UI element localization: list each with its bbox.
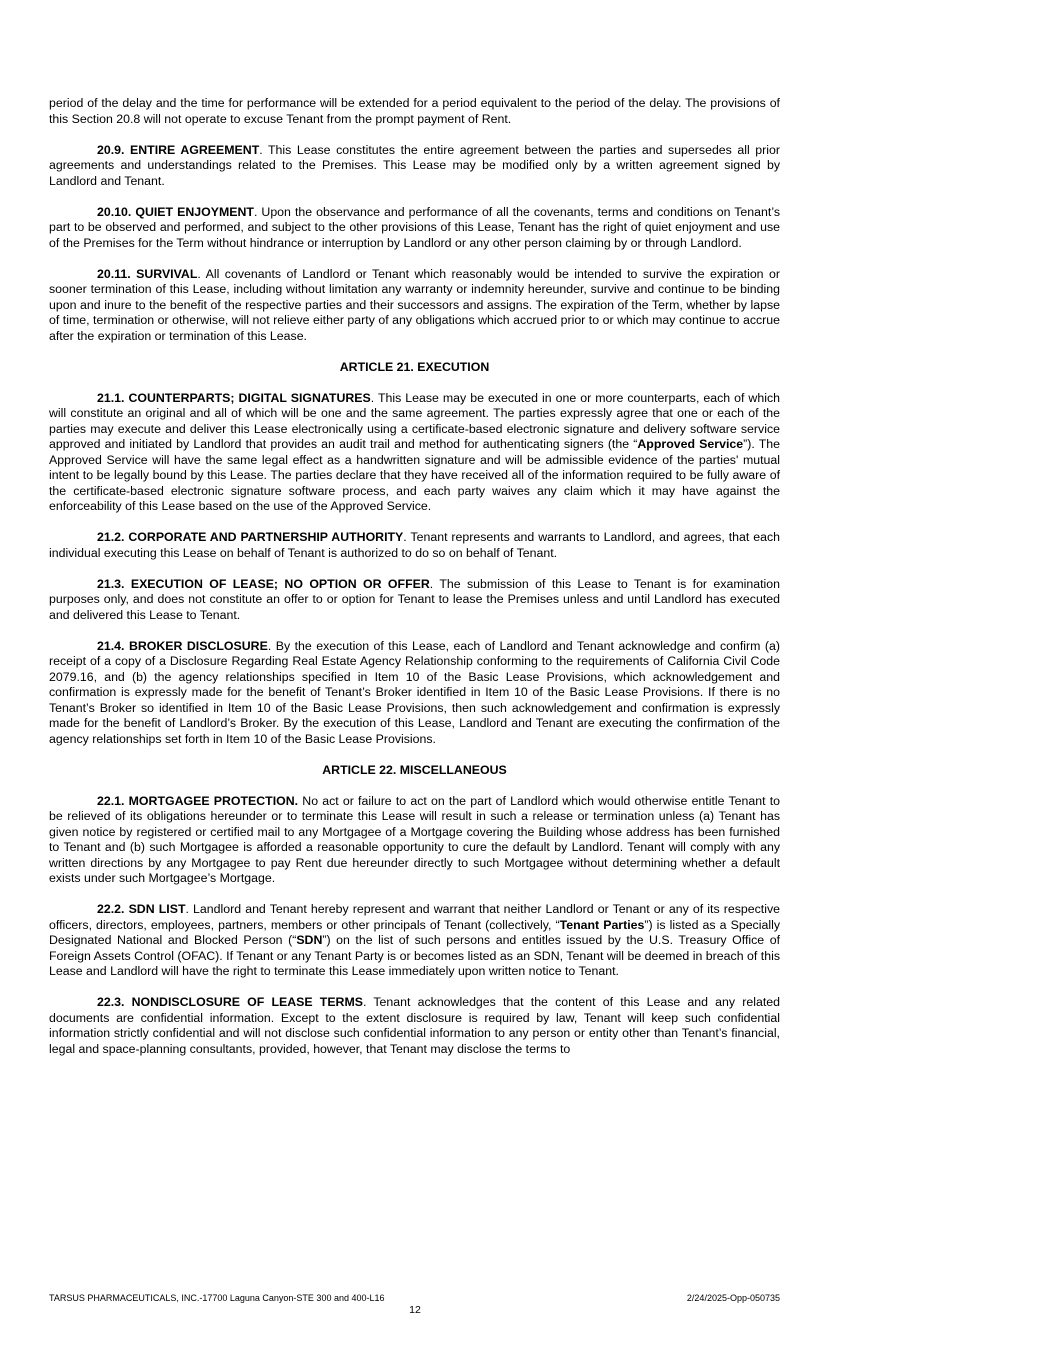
intro-paragraph: period of the delay and the time for performance will be extended for a period equivalent to the period of the delay. The provisions of this Section 20.8 will not operate to excuse Tenant from the prompt payment of Rent. — [49, 96, 780, 126]
section-body: ”). The Approved Service will have the same legal effect as a handwritten signature and will be admissible evidence of the parties' mutual intent to be legally bound by this Lease. The parties declare that they have received all of the information required to be fully aware of the certificate-based electronic signature software process, and each party waives any claim which it may have against the enforceability of this Lease based on the use of the Approved Service. — [49, 437, 780, 513]
section-heading: 22.2. SDN LIST — [97, 902, 186, 916]
footer-document-id: TARSUS PHARMACEUTICALS, INC.-17700 Laguna Canyon-STE 300 and 400-L16 — [49, 1293, 385, 1303]
section-body: . Tenant acknowledges that the content of this Lease and any related documents are confidential information. Except to the extent disclosure is required by law, Tenant will keep such confidential information strictly confidential and will not disclose such confidential information to any person or entity other than Tenant’s financial, legal and space-planning consultants, provided, however, that Tenant may disclose the terms to — [49, 995, 780, 1056]
section-heading: 21.3. EXECUTION OF LEASE; NO OPTION OR OFFER — [97, 576, 430, 591]
section-heading: 22.3. NONDISCLOSURE OF LEASE TERMS — [97, 995, 363, 1009]
section-21-3 — [49, 577, 780, 624]
defined-term: SDN — [296, 933, 323, 947]
section-21-4 — [49, 639, 780, 748]
section-heading: 20.10. QUIET ENJOYMENT — [97, 204, 254, 219]
section-22-1 — [49, 794, 780, 887]
section-heading: 22.1. MORTGAGEE PROTECTION. — [97, 793, 299, 808]
section-21-2 — [49, 530, 780, 561]
section-body: . All covenants of Landlord or Tenant which reasonably would be intended to survive the expiration or sooner termination of this Lease, including without limitation any warranty or indemnity hereunder, survive and continue to be binding upon and inure to the benefit of the respective parties and their successors and assigns. The expiration of the Term, whether by lapse of time, termination or otherwise, will not relieve either party of any obligations which accrued prior to or which may continue to accrue after the expiration or termination of this Lease. — [49, 266, 780, 343]
section-heading: 20.11. SURVIVAL — [97, 266, 198, 281]
section-body: . Upon the observance and performance of all the covenants, terms and conditions on Tenant’s part to be observed and performed, and subject to the other provisions of this Lease, Tenant has the right of quiet enjoyment and use of the Premises for the Term without hindrance or interruption by Landlord or any other person claiming by or through Landlord. — [49, 204, 781, 250]
section-20-9 — [49, 143, 780, 190]
defined-term: Approved Service — [637, 437, 744, 451]
section-22-3 — [49, 995, 780, 1057]
section-21-1 — [49, 391, 780, 515]
footer-date-code: 2/24/2025-Opp-050735 — [686, 1293, 780, 1303]
section-body: . Tenant represents and warrants to Landlord, and agrees, that each individual executing this Lease on behalf of Tenant is authorized to do so on behalf of Tenant. — [49, 530, 780, 560]
section-body: No act or failure to act on the part of Landlord which would otherwise entitle Tenant to be relieved of its obligations hereunder or to terminate this Lease will result in such a release or termination unless (a) Tenant has given notice by registered or certified mail to any Mortgagee of a Mortgage covering the Building whose address has been furnished to Tenant and (b) such Mortgagee is afforded a reasonable opportunity to cure the default by Landlord. Tenant will comply with any written directions by any Mortgagee to pay Rent due hereunder directly to such Mortgagee without determining whether a default exists under such Mortgagee’s Mortgage. — [49, 793, 780, 885]
article-22-heading: ARTICLE 22. MISCELLANEOUS — [322, 762, 507, 777]
section-body: ”) on the list of such persons and entitles issued by the U.S. Treasury Office of Foreign Assets Control (OFAC). If Tenant or any Tenant Party is or becomes listed as an SDN, Tenant will be deemed in breach of this Lease and Landlord will have the right to terminate this Lease immediately upon written notice to Tenant. — [49, 933, 781, 978]
section-body: . The submission of this Lease to Tenant is for examination purposes only, and does not constitute an offer to or option for Tenant to lease the Premises unless and until Landlord has executed and delivered this Lease to Tenant. — [49, 576, 780, 622]
section-heading: 20.9. ENTIRE AGREEMENT — [97, 142, 260, 157]
page-number: 12 — [409, 1304, 421, 1316]
section-heading: 21.1. COUNTERPARTS; DIGITAL SIGNATURES — [97, 390, 371, 405]
section-heading: 21.4. BROKER DISCLOSURE — [97, 638, 268, 653]
section-20-11 — [49, 267, 780, 345]
defined-term: Tenant Parties — [559, 917, 645, 932]
section-body: . This Lease constitutes the entire agreement between the parties and supersedes all prior agreements and understandings related to the Premises. This Lease may be modified only by a written agreement signed by Landlord and Tenant. — [49, 142, 780, 188]
section-body: . By the execution of this Lease, each of Landlord and Tenant acknowledge and confirm (a) receipt of a copy of a Disclosure Regarding Real Estate Agency Relationship conforming to the requirements of California Civil Code 2079.16, and (b) the agency relationships specified in Item 10 of the Basic Lease Provisions, which acknowledgement and confirmation is expressly made for the benefit of Tenant’s Broker identified in Item 10 of the Basic Lease Provisions. If there is no Tenant’s Broker so identified in Item 10 of the Basic Lease Provisions, then such acknowledgement and confirmation is expressly made for the benefit of Landlord’s Broker. By the execution of this Lease, Landlord and Tenant are executing the confirmation of the agency relationships set forth in Item 10 of the Basic Lease Provisions. — [49, 638, 780, 746]
section-body: ”) is listed as a Specially Designated National and Blocked Person (“ — [49, 917, 780, 947]
section-body: . This Lease may be executed in one or more counterparts, each of which will constitute an original and all of which will be one and the same agreement. The parties expressly agree that one or each of the parties may execute and deliver this Lease electronically using a certificate-based electronic signature and delivery software service approved and initiated by Landlord that provides an audit trail and method for authenticating signers (the “ — [49, 390, 780, 451]
section-body: . Landlord and Tenant hereby represent and warrant that neither Landlord or Tenant or any of its respective officers, directors, employees, partners, members or other principals of Tenant (collectively, “ — [49, 902, 780, 932]
document-body — [49, 96, 780, 1073]
section-heading: 21.2. CORPORATE AND PARTNERSHIP AUTHORITY — [97, 530, 404, 544]
article-21-heading: ARTICLE 21. EXECUTION — [339, 359, 490, 374]
section-20-10 — [49, 205, 780, 252]
section-22-2 — [49, 902, 780, 980]
